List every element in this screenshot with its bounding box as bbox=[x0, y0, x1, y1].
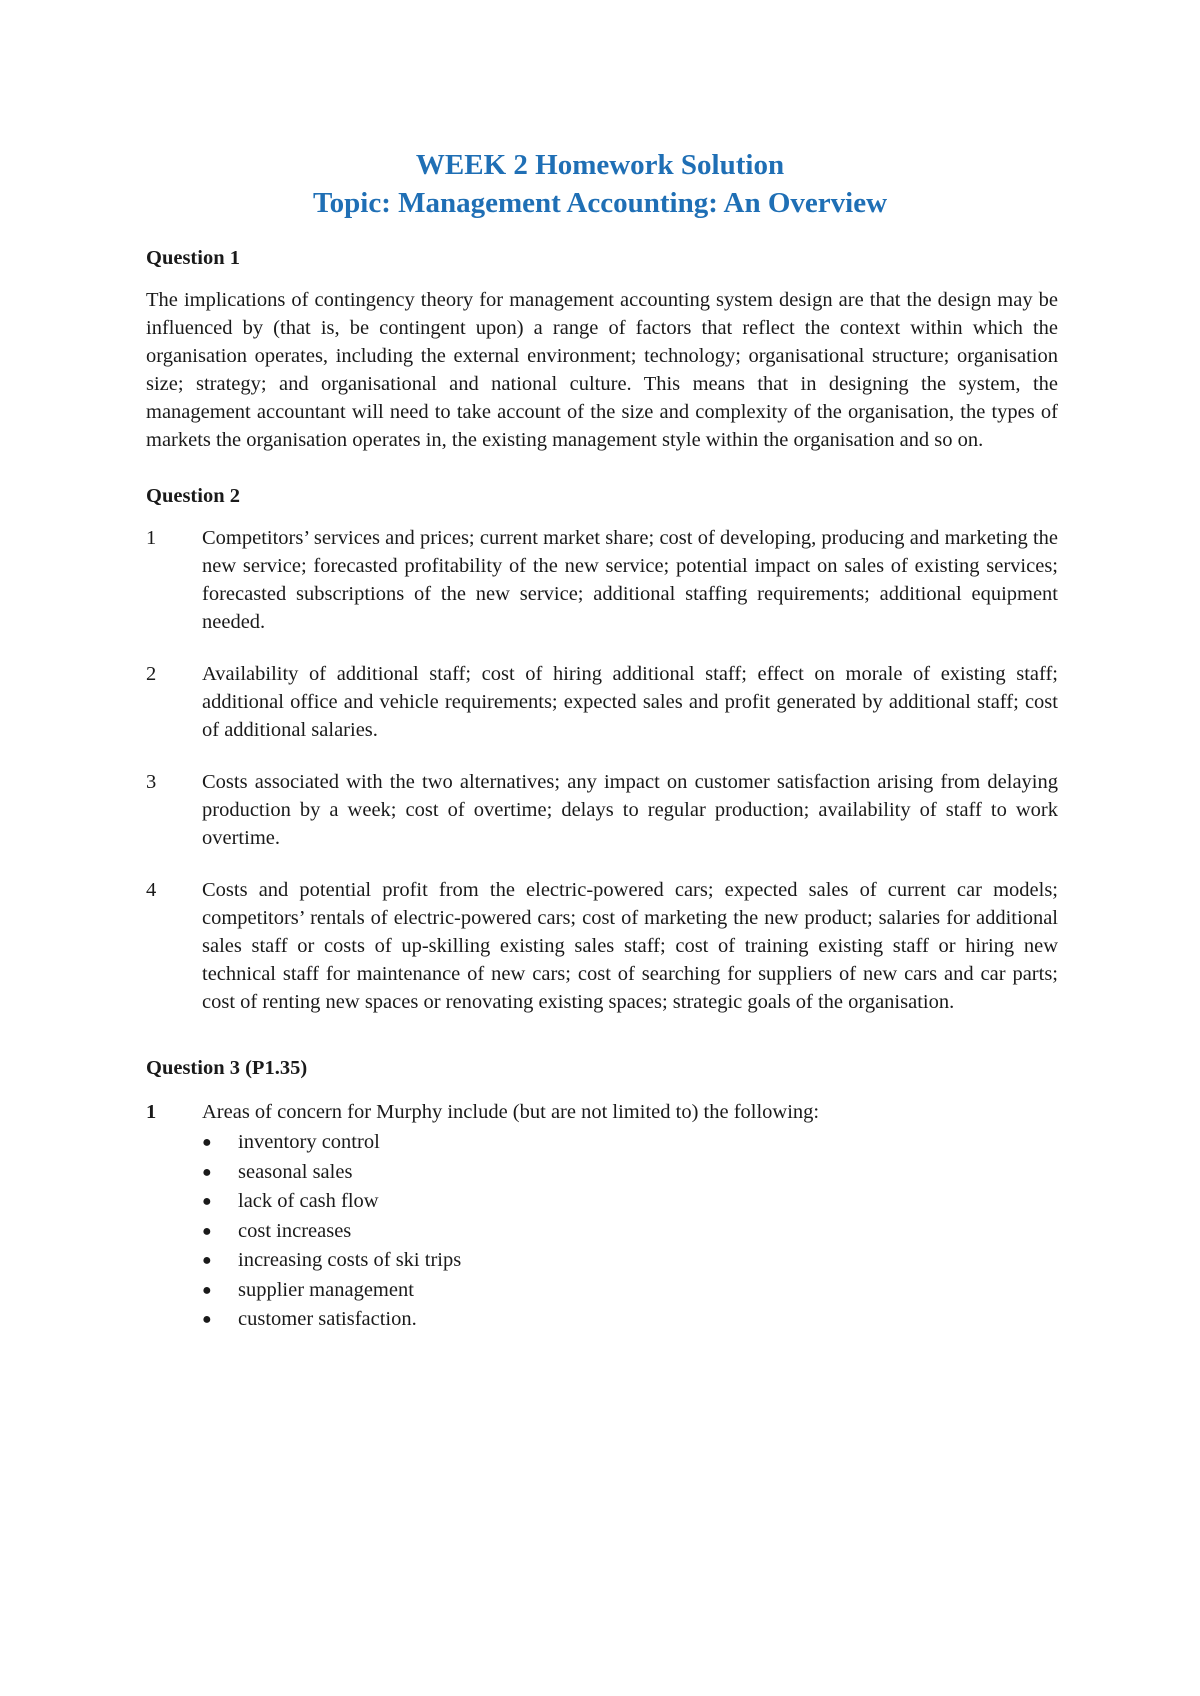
list-item: ● cost increases bbox=[202, 1217, 1058, 1247]
question-2-item-1 bbox=[146, 524, 1058, 636]
concerns-bullet-list bbox=[202, 1128, 1058, 1335]
item-text: Costs and potential profit from the electric-powered cars; expected sales of current car models; competitors’ rentals of electric-powered cars; cost of marketing the new product; salaries for additional sales staff or costs of up-skilling existing sales staff; cost of training existing staff or hiring new technical staff for maintenance of new cars; cost of searching for suppliers of new cars and car parts; cost of renting new spaces or renovating existing spaces; strategic goals of the organisation. bbox=[202, 879, 1058, 1013]
list-item: ● increasing costs of ski trips bbox=[202, 1246, 1058, 1276]
item-number: 1 bbox=[146, 527, 157, 549]
item-text: Areas of concern for Murphy include (but are not limited to) the following: bbox=[202, 1101, 820, 1123]
question-2-heading: Question 2 bbox=[146, 485, 240, 507]
item-number: 1 bbox=[146, 1101, 157, 1123]
question-3-heading: Question 3 (P1.35) bbox=[146, 1057, 308, 1079]
question-3-item-1 bbox=[146, 1098, 1058, 1126]
bullet-icon: ● bbox=[202, 1193, 212, 1210]
title-line-1: WEEK 2 Homework Solution bbox=[415, 149, 785, 181]
question-3-section bbox=[146, 1054, 1058, 1335]
bullet-icon: ● bbox=[202, 1163, 212, 1181]
list-item: ● customer satisfaction. bbox=[202, 1305, 1058, 1335]
list-item: ● seasonal sales bbox=[202, 1158, 1058, 1188]
question-1-answer: The implications of contingency theory for management accounting system design are that the design may be influenced by (that is, be contingent upon) a range of factors that reflect the context within which the organisation operates, including the external environment; technology; organisational structure; organisation size; strategy; and organisational and national culture. This means that in designing the system, the management accountant will need to take account of the size and complexity of the organisation, the types of markets the organisation operates in, the existing management style within the organisation and so on. bbox=[146, 289, 1058, 451]
item-number: 4 bbox=[146, 879, 157, 901]
question-2-section bbox=[146, 482, 1058, 1016]
bullet-icon: ● bbox=[202, 1134, 212, 1151]
document-body bbox=[146, 244, 1058, 1335]
bullet-icon: ● bbox=[202, 1281, 212, 1299]
document-title bbox=[0, 146, 1200, 222]
list-item: ● inventory control bbox=[202, 1128, 1058, 1158]
item-number: 3 bbox=[146, 771, 157, 793]
title-line-2: Topic: Management Accounting: An Overview bbox=[312, 187, 888, 219]
bullet-icon: ● bbox=[202, 1311, 212, 1328]
question-2-item-3 bbox=[146, 768, 1058, 852]
question-2-item-4 bbox=[146, 876, 1058, 1016]
item-text: Availability of additional staff; cost of hiring additional staff; effect on morale of existing staff; additional office and vehicle requirements; expected sales and profit generated by additional staff; cost of additional salaries. bbox=[202, 663, 1058, 741]
question-2-item-2 bbox=[146, 660, 1058, 744]
bullet-icon: ● bbox=[202, 1222, 212, 1240]
bullet-icon: ● bbox=[202, 1252, 212, 1269]
item-text: Competitors’ services and prices; current market share; cost of developing, producing and marketing the new service; forecasted profitability of the new service; potential impact on sales of existing services; forecasted subscriptions of the new service; additional staffing requirements; additional equipment needed. bbox=[202, 527, 1058, 633]
item-text: Costs associated with the two alternatives; any impact on customer satisfaction arising from delaying production by a week; cost of overtime; delays to regular production; availability of staff to work overtime. bbox=[202, 771, 1058, 849]
question-1-section bbox=[146, 244, 1058, 454]
item-number: 2 bbox=[146, 663, 157, 685]
list-item: ● supplier management bbox=[202, 1276, 1058, 1306]
list-item: ● lack of cash flow bbox=[202, 1187, 1058, 1217]
question-1-heading: Question 1 bbox=[146, 247, 240, 269]
